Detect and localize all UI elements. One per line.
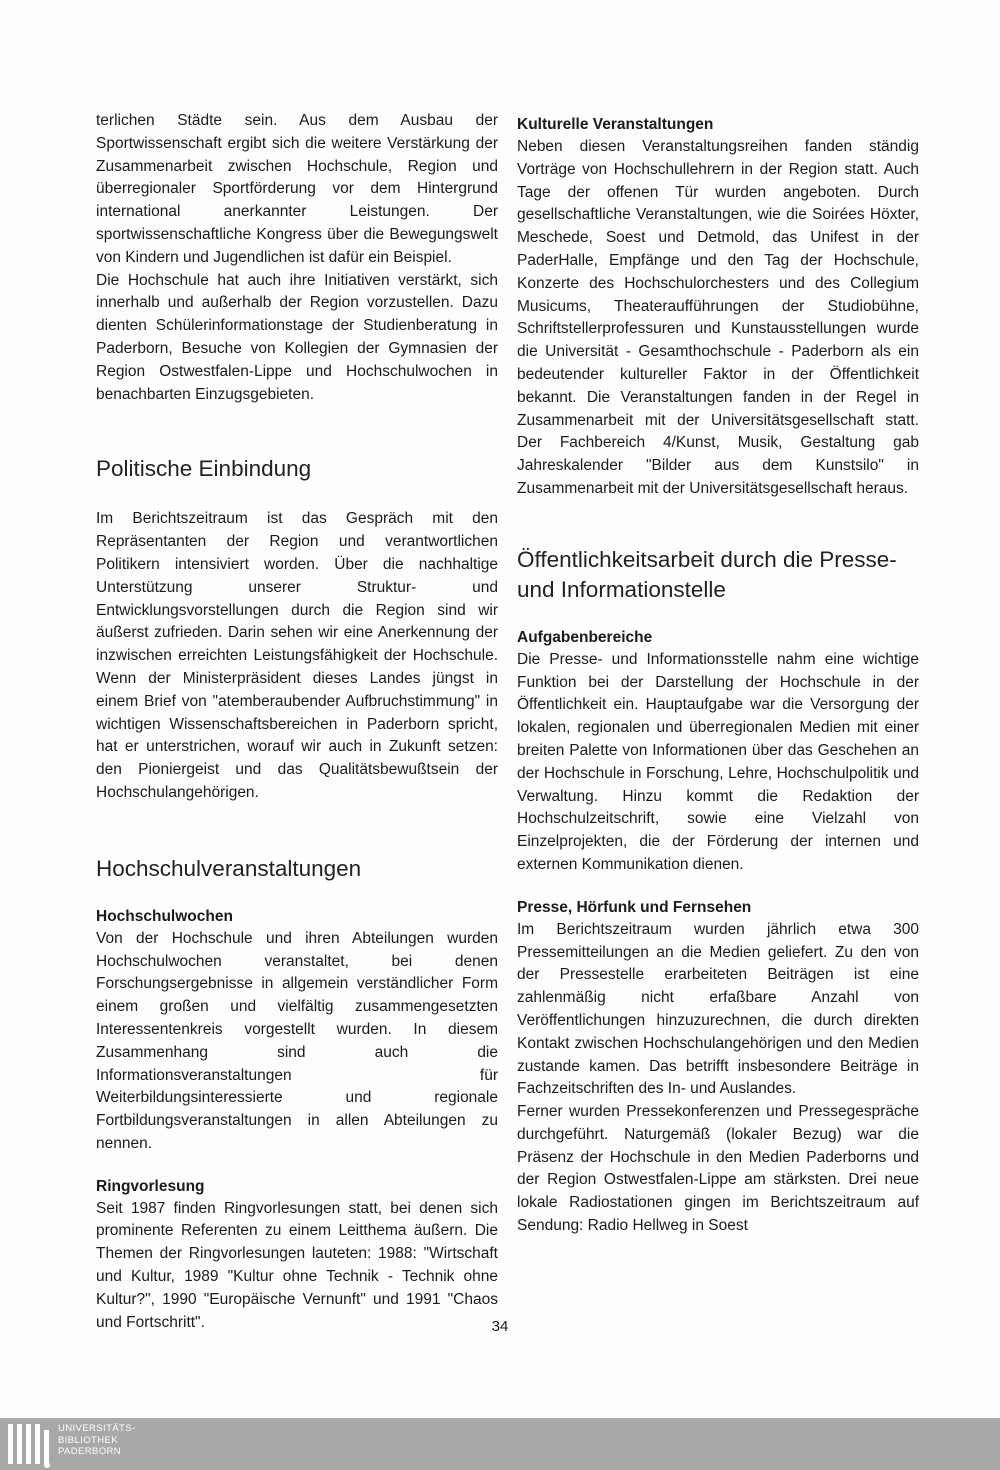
library-name <box>58 1423 136 1458</box>
library-line-1: UNIVERSITÄTS- <box>58 1423 136 1434</box>
logo-bar-icon <box>17 1424 22 1464</box>
library-line-2: BIBLIOTHEK <box>58 1434 118 1446</box>
presse-subheading: Presse, Hörfunk und Fernsehen <box>517 898 752 916</box>
intro-paragraph: terlichen Städte sein. Aus dem Ausbau der Sportwissenschaft ergibt sich die weitere Verstärkung der Zusammenarbeit zwischen Hochschule, Region und überregionaler Sportförderung vor dem Hintergrund international anerkannter Leistungen. Der sportwissenschaftliche Kongress über die Bewegungswelt von Kindern und Jugendlichen ist dafür ein Beispiel. <box>96 112 498 266</box>
left-column <box>96 110 498 1334</box>
library-footer <box>0 1418 1000 1470</box>
presse-paragraph-2: Ferner wurden Pressekonferenzen und Pressegespräche durchgeführt. Naturgemäß (lokaler Bezug) war die Präsenz der Hochschule in den Medien Paderborns und der Region Ostwestfalen-Lippe am stärksten. Drei neue lokale Radiostationen gingen im Berichtszeitraum auf Sendung: Radio Hellweg in Soest <box>517 1103 919 1235</box>
kulturelle-subheading: Kulturelle Veranstaltungen <box>517 116 714 133</box>
aufgaben-paragraph: Die Presse- und Informationsstelle nahm eine wichtige Funktion bei der Darstellung der Hochschule in der Öffentlichkeit ein. Hauptaufgabe war die Versorgung der lokalen, regionalen und überregionalen Medien mit einer breiten Palette von Informationen über das Geschehen an der Hochschule in Forschung, Lehre, Hochschulpolitik und Verwaltung. Hinzu kommt die Redaktion der Hochschulzeitschrift, sowie eine Vielzahl von Einzelprojekten, die der Förderung der internen und externen Kommunikation dienen. <box>517 650 919 873</box>
university-library-logo <box>6 1420 166 1468</box>
aufgaben-subheading: Aufgabenbereiche <box>517 628 653 646</box>
logo-bar-icon <box>8 1424 13 1464</box>
presse-paragraph-1: Im Berichtszeitraum wurden jährlich etwa 300 Pressemitteilungen an die Medien geliefert. Zu den von der Pressestelle erarbeiteten Beiträgen ist eine zahlenmäßig nicht erfaßbare Anzahl von Veröffentlichungen hinzuzurechnen, die durch direkten Kontakt zwischen Hochschulangehörigen und den Medien zustande kamen. Das betrifft insbesondere Beiträge in Fachzeitschriften des In- und Auslandes. <box>517 920 919 1098</box>
logo-bar-icon <box>26 1424 31 1464</box>
page-number: 34 <box>491 1318 509 1335</box>
library-line-3: PADERBORN <box>58 1446 122 1457</box>
presse-heading: Öffentlichkeitsarbeit durch die Presse- und Informationstelle <box>517 546 897 602</box>
hochschulwochen-paragraph: Von der Hochschule und ihren Abteilungen wurden Hochschulwochen veranstaltet, bei denen Forschungsergebnisse in allgemein verständlicher Form einem großen und vielfältig zusammengesetzten Interessentenkreis vorgestellt wurden. In diesem Zusammenhang sind auch die Informationsveranstaltungen für Weiterbildungsinteressierte und regionale Fortbildungsveranstaltungen in allen Abteilungen zu nennen. <box>96 929 498 1152</box>
logo-bar-icon <box>35 1424 40 1464</box>
ringvorlesung-paragraph: Seit 1987 finden Ringvorlesungen statt, bei denen sich prominente Referenten zu einem Leitthema äußern. Die Themen der Ringvorlesungen lauteten: 1988: "Wirtschaft und Kultur, 1989 "Kultur ohne Technik - Technik ohne Kultur?", 1990 "Europäische Vernunft" und 1991 "Chaos und Fortschritt". <box>96 1199 498 1331</box>
logo-dot-icon <box>44 1462 50 1468</box>
politische-paragraph: Im Berichtszeitraum ist das Gespräch mit den Repräsentanten der Region und verantwortlichen Politikern intensiviert worden. Über die nachhaltige Unterstützung unserer Struktur- und Entwicklungsvorstellungen durch die Region sind wir äußerst zufrieden. Darin sehen wir eine Anerkennung der inzwischen erreichten Leistungsfähigkeit der Hochschule. Wenn der Ministerpräsident dieses Landes jüngst in einem Brief von "atemberaubender Aufbruchstimmung" in wichtigen Wissenschaftsbereichen in Paderborn spricht, hat er unterstrichen, worauf wir auch in Zukunft setzen: den Pioniergeist und das Qualitätsbewußtsein der Hochschulangehörigen. <box>96 510 498 801</box>
veranstaltungen-heading: Hochschulveranstaltungen <box>96 855 362 881</box>
right-column <box>517 110 919 1238</box>
ringvorlesung-subheading: Ringvorlesung <box>96 1177 205 1195</box>
hochschulwochen-subheading: Hochschulwochen <box>96 907 233 925</box>
initiatives-paragraph: Die Hochschule hat auch ihre Initiativen verstärkt, sich innerhalb und außerhalb der Region vorzustellen. Dazu dienten Schülerinformationstage der Studienberatung in Paderborn, Besuche von Kollegien der Gymnasien der Region Ostwestfalen-Lippe und Hochschulwochen in benachbarten Einzugsgebieten. <box>96 271 498 403</box>
logo-bar-icon <box>44 1430 49 1464</box>
politische-heading: Politische Einbindung <box>96 456 312 482</box>
kulturelle-paragraph: Neben diesen Veranstaltungsreihen fanden ständig Vorträge von Hochschullehrern in der Region statt. Auch Tage der offenen Tür wurden angeboten. Durch gesellschaftliche Veranstaltungen, wie die Soirées Höxter, Meschede, Soest und Detmold, das Unifest in der PaderHalle, Empfänge und den Tag der Hochschule, Konzerte des Hochschulorchesters und des Collegium Musicums, Theateraufführungen der Studiobühne, Schriftstellerprofessuren und Kunstausstellungen wurde die Universität - Gesamthochschule - Paderborn als ein bedeutender kultureller Faktor in der Öffentlichkeit bekannt. Die Veranstaltungen fanden in der Regel in Zusammenarbeit mit der Universitätsgesellschaft statt. Der Fachbereich 4/Kunst, Musik, Gestaltung gab Jahreskalender "Bilder aus dem Kunstsilo" in Zusammenarbeit mit der Universitätsgesellschaft heraus. <box>517 138 919 497</box>
